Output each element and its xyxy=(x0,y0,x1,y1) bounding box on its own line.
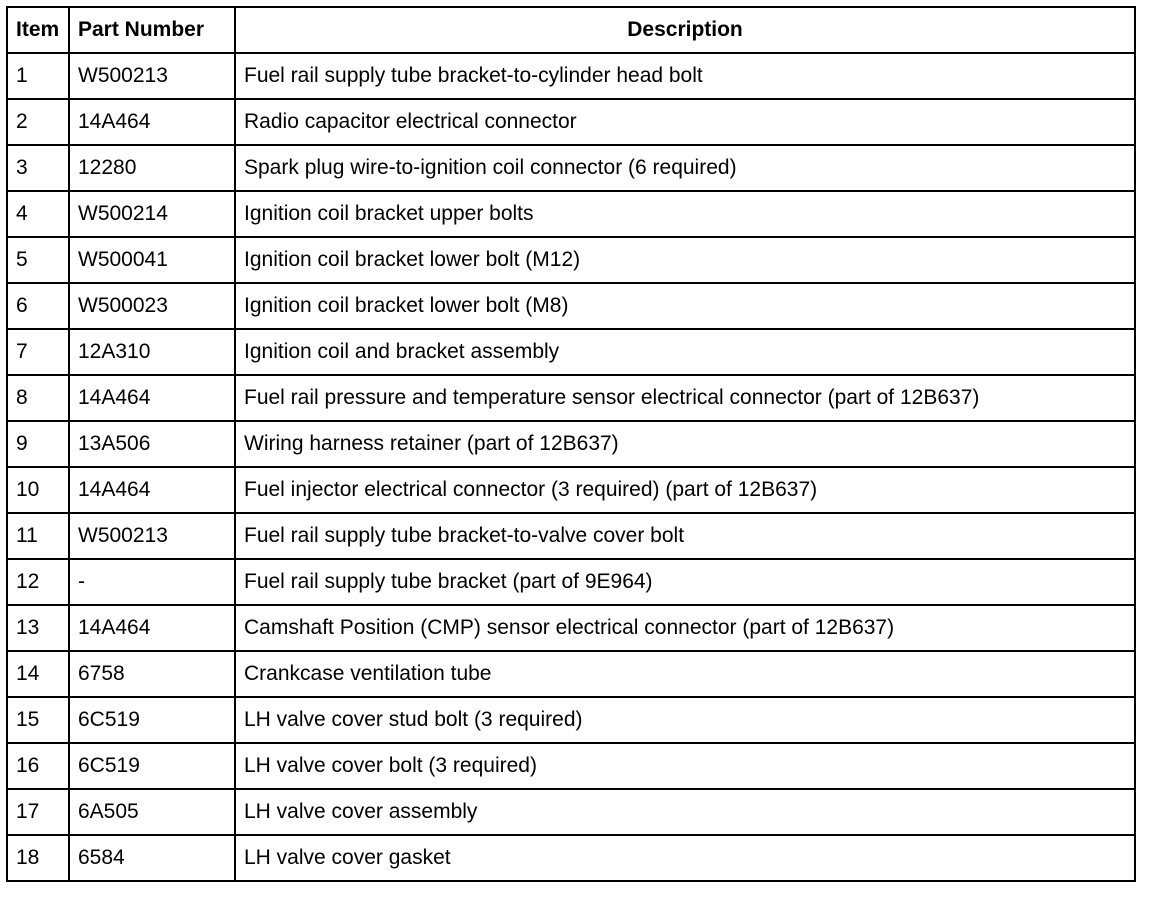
table-row xyxy=(7,53,1135,99)
cell-item: 4 xyxy=(7,191,69,237)
table-row xyxy=(7,559,1135,605)
cell-description: LH valve cover assembly xyxy=(235,789,1135,835)
cell-item: 15 xyxy=(7,697,69,743)
cell-item: 8 xyxy=(7,375,69,421)
cell-item: 3 xyxy=(7,145,69,191)
cell-description: Fuel rail supply tube bracket (part of 9E964) xyxy=(235,559,1135,605)
table-row xyxy=(7,743,1135,789)
cell-item: 10 xyxy=(7,467,69,513)
table-header xyxy=(7,7,1135,53)
cell-item: 16 xyxy=(7,743,69,789)
cell-item: 13 xyxy=(7,605,69,651)
cell-description: Ignition coil bracket lower bolt (M12) xyxy=(235,237,1135,283)
header-description: Description xyxy=(235,7,1135,53)
cell-part-number: W500213 xyxy=(69,53,235,99)
cell-item: 18 xyxy=(7,835,69,881)
cell-description: Ignition coil and bracket assembly xyxy=(235,329,1135,375)
cell-description: Ignition coil bracket lower bolt (M8) xyxy=(235,283,1135,329)
cell-item: 14 xyxy=(7,651,69,697)
cell-description: Spark plug wire-to-ignition coil connector (6 required) xyxy=(235,145,1135,191)
table-row xyxy=(7,467,1135,513)
cell-description: Radio capacitor electrical connector xyxy=(235,99,1135,145)
table-row xyxy=(7,789,1135,835)
cell-description: Ignition coil bracket upper bolts xyxy=(235,191,1135,237)
table-row xyxy=(7,835,1135,881)
table-body xyxy=(7,53,1135,881)
cell-item: 11 xyxy=(7,513,69,559)
cell-item: 9 xyxy=(7,421,69,467)
table-row xyxy=(7,375,1135,421)
cell-part-number: W500214 xyxy=(69,191,235,237)
cell-part-number: 12A310 xyxy=(69,329,235,375)
cell-description: LH valve cover bolt (3 required) xyxy=(235,743,1135,789)
table-row xyxy=(7,237,1135,283)
table-row xyxy=(7,99,1135,145)
cell-item: 5 xyxy=(7,237,69,283)
table-row xyxy=(7,697,1135,743)
cell-part-number: W500041 xyxy=(69,237,235,283)
cell-item: 2 xyxy=(7,99,69,145)
cell-part-number: 14A464 xyxy=(69,375,235,421)
cell-part-number: 6C519 xyxy=(69,697,235,743)
cell-item: 1 xyxy=(7,53,69,99)
table-row xyxy=(7,329,1135,375)
table-row xyxy=(7,651,1135,697)
cell-description: Camshaft Position (CMP) sensor electrical connector (part of 12B637) xyxy=(235,605,1135,651)
cell-item: 6 xyxy=(7,283,69,329)
cell-part-number: 14A464 xyxy=(69,99,235,145)
cell-description: Wiring harness retainer (part of 12B637) xyxy=(235,421,1135,467)
cell-part-number: 6758 xyxy=(69,651,235,697)
header-row xyxy=(7,7,1135,53)
table-row xyxy=(7,421,1135,467)
cell-part-number: - xyxy=(69,559,235,605)
cell-part-number: 6584 xyxy=(69,835,235,881)
cell-description: Fuel rail supply tube bracket-to-valve cover bolt xyxy=(235,513,1135,559)
cell-item: 7 xyxy=(7,329,69,375)
cell-description: Fuel rail supply tube bracket-to-cylinder head bolt xyxy=(235,53,1135,99)
header-part-number: Part Number xyxy=(69,7,235,53)
cell-item: 12 xyxy=(7,559,69,605)
cell-description: Fuel rail pressure and temperature sensor electrical connector (part of 12B637) xyxy=(235,375,1135,421)
parts-table xyxy=(6,6,1136,882)
cell-item: 17 xyxy=(7,789,69,835)
cell-part-number: 14A464 xyxy=(69,605,235,651)
cell-description: LH valve cover stud bolt (3 required) xyxy=(235,697,1135,743)
cell-part-number: 13A506 xyxy=(69,421,235,467)
cell-description: LH valve cover gasket xyxy=(235,835,1135,881)
header-item: Item xyxy=(7,7,69,53)
table-row xyxy=(7,191,1135,237)
table-row xyxy=(7,513,1135,559)
cell-part-number: W500023 xyxy=(69,283,235,329)
cell-description: Crankcase ventilation tube xyxy=(235,651,1135,697)
cell-part-number: 6A505 xyxy=(69,789,235,835)
cell-description: Fuel injector electrical connector (3 required) (part of 12B637) xyxy=(235,467,1135,513)
cell-part-number: 12280 xyxy=(69,145,235,191)
table-row xyxy=(7,605,1135,651)
cell-part-number: W500213 xyxy=(69,513,235,559)
table-row xyxy=(7,283,1135,329)
cell-part-number: 6C519 xyxy=(69,743,235,789)
cell-part-number: 14A464 xyxy=(69,467,235,513)
table-row xyxy=(7,145,1135,191)
